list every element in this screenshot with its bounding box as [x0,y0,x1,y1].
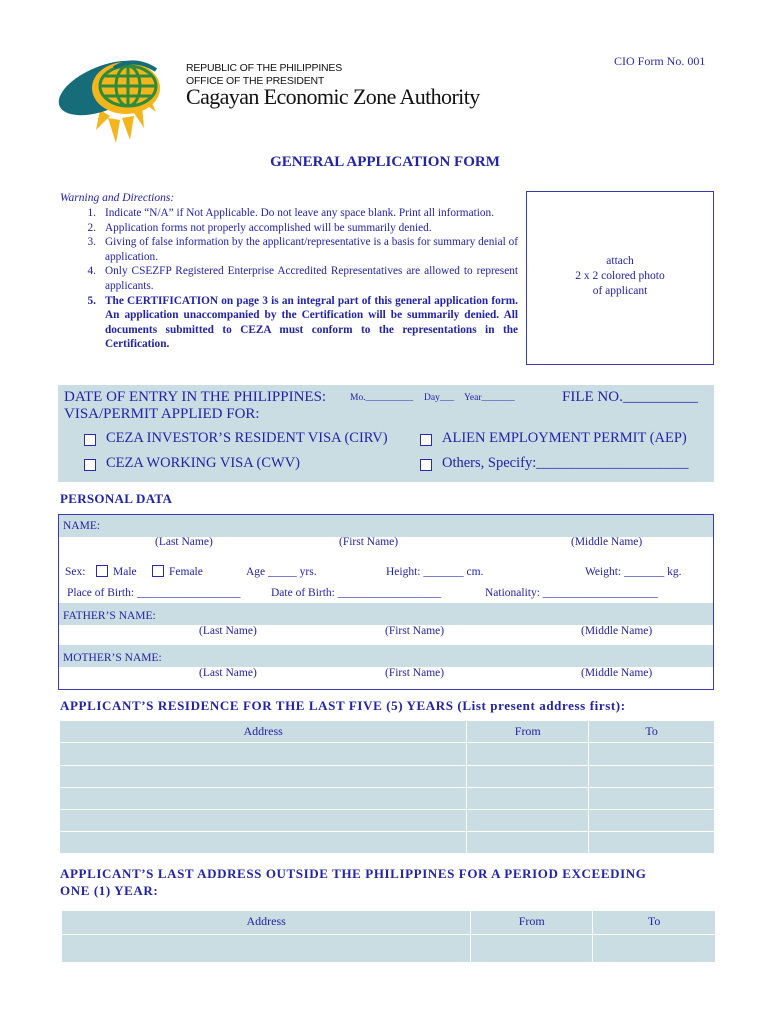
address-cell[interactable] [60,810,467,832]
table-row [60,788,715,810]
to-cell[interactable] [593,935,716,963]
office-line: OFFICE OF THE PRESIDENT [186,75,325,87]
address-cell[interactable] [62,935,471,963]
father-name-label: FATHER’S NAME: [63,610,156,622]
page-title: GENERAL APPLICATION FORM [270,154,500,170]
to-cell[interactable] [589,810,715,832]
item-number: 5. [87,294,96,307]
address-cell[interactable] [60,743,467,766]
aep-checkbox[interactable] [420,434,432,446]
republic-line: REPUBLIC OF THE PHILIPPINES [186,62,343,74]
cwv-label: CEZA WORKING VISA (CWV) [106,455,301,471]
last-name-field[interactable]: (Last Name) [155,536,213,548]
photo-box[interactable] [526,191,714,365]
female-checkbox[interactable] [152,565,164,577]
title-line: APPLICANT’S LAST ADDRESS OUTSIDE THE PHILIPPINES FOR A PERIOD EXCEEDING [60,866,647,881]
place-of-birth-field[interactable]: Place of Birth: __________________ [67,587,241,599]
entry-day-field[interactable]: Day___ [424,393,455,403]
address-cell[interactable] [60,832,467,854]
others-checkbox[interactable] [420,459,432,471]
cwv-checkbox[interactable] [84,459,96,471]
father-last-name-field[interactable]: (Last Name) [199,625,257,637]
direction-item [60,235,518,264]
from-cell[interactable] [467,788,589,810]
residence-title: APPLICANT’S RESIDENCE FOR THE LAST FIVE (5) YEARS (List present address first): [60,698,626,713]
file-no-field[interactable]: FILE NO.__________ [562,389,698,405]
table-header-row [62,911,716,935]
item-number: 3. [87,236,96,249]
col-address-header: Address [62,911,471,935]
sex-label: Sex: [65,566,86,578]
photo-instructions [527,254,713,299]
direction-item [60,264,518,293]
photo-line: attach [606,255,634,267]
male-checkbox[interactable] [96,565,108,577]
mother-first-name-field[interactable]: (First Name) [385,667,445,679]
direction-item [60,221,518,236]
form-number: CIO Form No. 001 [614,54,706,68]
father-band [59,603,713,625]
address-cell[interactable] [60,788,467,810]
col-from-header: From [471,911,593,935]
from-cell[interactable] [467,832,589,854]
table-row [60,832,715,854]
personal-data-box [58,514,714,690]
personal-data-title: PERSONAL DATA [60,491,173,506]
nationality-field[interactable]: Nationality: ____________________ [485,587,658,599]
date-of-entry-label: DATE OF ENTRY IN THE PHILIPPINES: [64,389,327,405]
col-to-header: To [593,911,716,935]
table-row [60,743,715,766]
weight-field[interactable]: Weight: _______ kg. [585,566,682,578]
directions-list [60,206,518,352]
col-from-header: From [467,721,589,743]
entry-year-field[interactable]: Year_______ [464,393,515,403]
others-specify-field[interactable]: Others, Specify:_____________________ [442,455,689,471]
item-text: Indicate “N/A” if Not Applicable. Do not leave any space blank. Print all information. [105,207,494,219]
from-cell[interactable] [467,766,589,788]
directions-heading: Warning and Directions: [60,192,175,204]
col-to-header: To [589,721,715,743]
to-cell[interactable] [589,832,715,854]
direction-item [60,206,518,221]
table-header-row [60,721,715,743]
outside-address-table [61,910,716,963]
item-text: Giving of false information by the applicant/representative is a basis for summary denial of application. [105,236,518,263]
title-line: ONE (1) YEAR: [60,883,159,898]
table-row [62,935,716,963]
col-address-header: Address [60,721,467,743]
to-cell[interactable] [589,766,715,788]
table-row [60,766,715,788]
height-field[interactable]: Height: _______ cm. [386,566,484,578]
direction-item [60,294,518,352]
item-number: 4. [87,265,96,278]
aep-label: ALIEN EMPLOYMENT PERMIT (AEP) [442,430,687,446]
cirv-label: CEZA INVESTOR’S RESIDENT VISA (CIRV) [106,430,388,446]
ceza-sun-globe-logo-icon [56,48,174,148]
date-of-birth-field[interactable]: Date of Birth: __________________ [271,587,442,599]
photo-line: of applicant [592,285,648,297]
agency-name: Cagayan Economic Zone Authority [186,84,480,109]
entry-month-field[interactable]: Mo.__________ [350,393,414,403]
from-cell[interactable] [467,743,589,766]
to-cell[interactable] [589,743,715,766]
entry-visa-section [58,385,714,482]
item-text: Application forms not properly accomplished will be summarily denied. [105,221,432,234]
address-cell[interactable] [60,766,467,788]
item-number: 2. [87,221,96,234]
cirv-checkbox[interactable] [84,434,96,446]
from-cell[interactable] [467,810,589,832]
from-cell[interactable] [471,935,593,963]
age-field[interactable]: Age _____ yrs. [246,566,317,578]
mother-name-label: MOTHER’S NAME: [63,652,162,664]
item-number: 1. [87,207,96,219]
outside-address-title [60,865,646,899]
item-text: Only CSEZFP Registered Enterprise Accredited Representatives are allowed to represent applicants. [105,265,518,292]
photo-line: 2 x 2 colored photo [575,270,665,282]
female-label: Female [169,566,203,578]
residence-table [59,720,715,854]
to-cell[interactable] [589,788,715,810]
father-first-name-field[interactable]: (First Name) [385,625,445,637]
visa-applied-label: VISA/PERMIT APPLIED FOR: [64,406,260,422]
table-row [60,810,715,832]
mother-middle-name-field[interactable]: (Middle Name) [581,667,653,679]
mother-last-name-field[interactable]: (Last Name) [199,667,257,679]
item-text: The CERTIFICATION on page 3 is an integral part of this general application form. An application unaccompanied by the Certification will be summarily denied. All documents submitted to CEZA must conform to the representations in the Certification. [105,294,518,351]
father-middle-name-field[interactable]: (Middle Name) [581,625,653,637]
middle-name-field[interactable]: (Middle Name) [571,536,643,548]
first-name-field[interactable]: (First Name) [339,536,399,548]
male-label: Male [113,566,137,578]
name-label: NAME: [63,520,101,532]
name-band [59,515,713,537]
